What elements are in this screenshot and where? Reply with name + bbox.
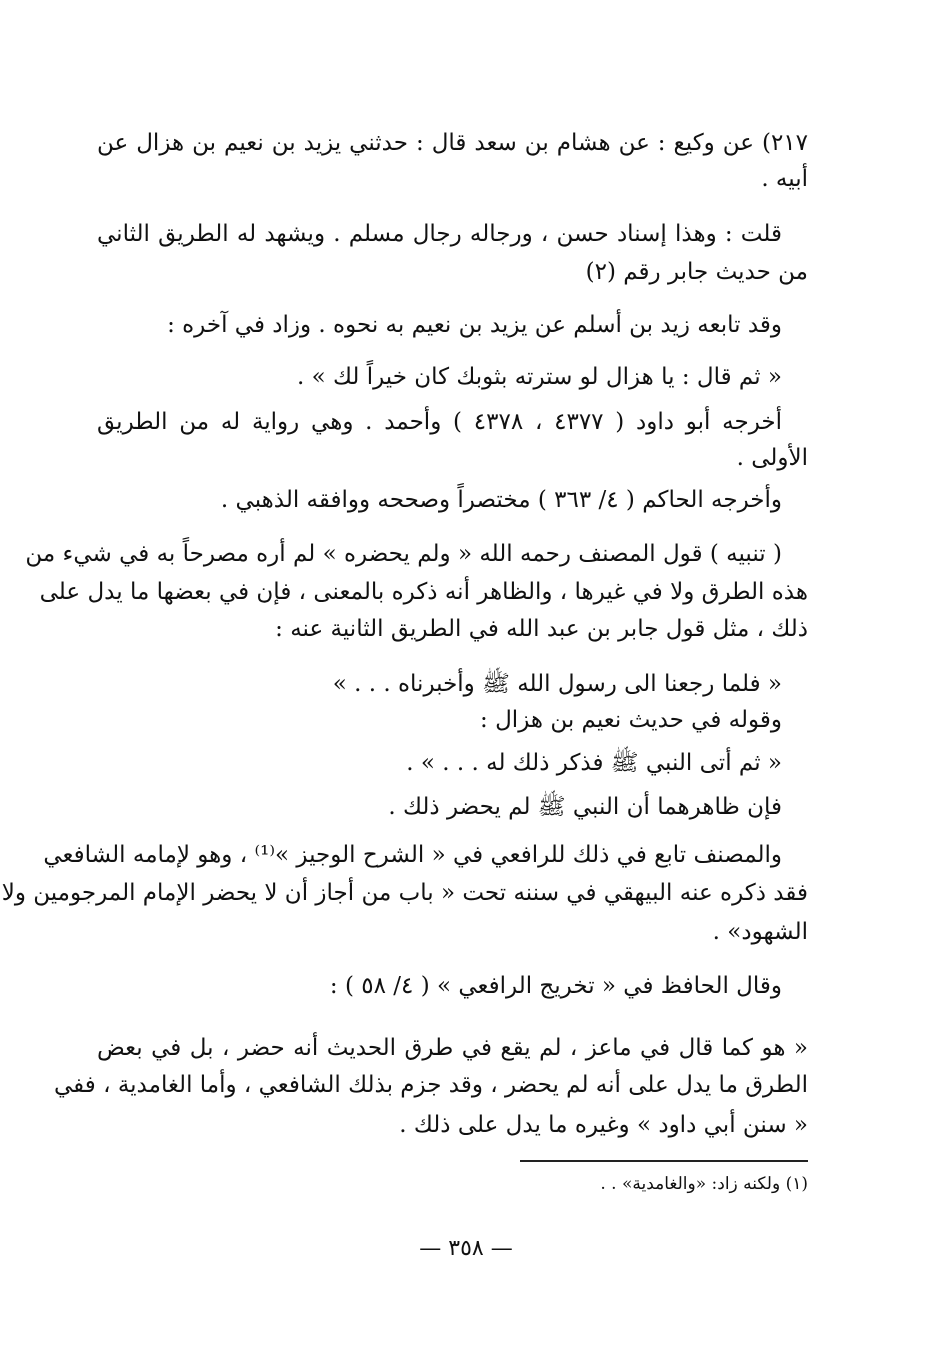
text-line: وقال الحافظ في « تخريج الرافعي » ( ٤/ ٥٨ ) : [329, 973, 782, 999]
text-line: « ثم أتى النبي ﷺ فذكر ذلك له . . . » . [406, 750, 782, 776]
text-line: « هو كما قال في ماعز ، لم يقع في طرق الحديث أنه حضر ، بل في بعض [97, 1035, 808, 1061]
text-line: والمصنف تابع في ذلك للرافعي في « الشرح الوجيز »⁽¹⁾ ، وهو لإمامه الشافعي [43, 842, 782, 868]
text-line: أبيه . [761, 166, 808, 192]
text-line: « سنن أبي داود » وغيره ما يدل على ذلك . [399, 1112, 808, 1138]
text-line: الشهود» . [712, 919, 808, 945]
text-line: ٢١٧) عن وكيع : عن هشام بن سعد قال : حدثني يزيد بن نعيم بن هزال عن [97, 130, 808, 156]
text-line: « ثم قال : يا هزال لو سترته بثوبك كان خيراً لك » . [296, 364, 782, 390]
page-number: — ٣٥٨ — [419, 1236, 513, 1261]
text-line: أخرجه أبو داود ( ٤٣٧٧ ، ٤٣٧٨ ) وأحمد . وهي رواية له من الطريق [97, 409, 782, 435]
text-line: وقد تابعه زيد بن أسلم عن يزيد بن نعيم به نحوه . وزاد في آخره : [167, 312, 782, 338]
text-line: وأخرجه الحاكم ( ٤/ ٣٦٣ ) مختصراً وصححه ووافقه الذهبي . [220, 487, 782, 513]
text-line: من حديث جابر رقم (٢) [585, 259, 808, 285]
footnote-divider [520, 1160, 808, 1162]
text-line: الطرق ما يدل على أنه لم يحضر ، وقد جزم بذلك الشافعي ، وأما الغامدية ، ففي [53, 1072, 808, 1098]
text-line: هذه الطرق ولا في غيرها ، والظاهر أنه ذكره بالمعنى ، فإن في بعضها ما يدل على [39, 579, 808, 605]
text-line: ذلك ، مثل قول جابر بن عبد الله في الطريق الثانية عنه : [275, 616, 808, 642]
footnote: (١) ولكنه زاد: «والغامدية» . . [600, 1174, 808, 1194]
text-line: وقوله في حديث نعيم بن هزال : [480, 707, 782, 733]
text-line: ( تنبيه ) قول المصنف رحمه الله « ولم يحضره » لم أره مصرحاً به في شيء من [25, 541, 782, 567]
text-line: « فلما رجعنا الى رسول الله ﷺ وأخبرناه . . . » [332, 671, 782, 697]
text-line: فإن ظاهرهما أن النبي ﷺ لم يحضر ذلك . [388, 794, 782, 820]
text-line: الأولى . [736, 445, 808, 471]
text-line: قلت : وهذا إسناد حسن ، ورجاله رجال مسلم . ويشهد له الطريق الثاني [97, 221, 782, 247]
text-line: فقد ذكره عنه البيهقي في سننه تحت « باب من أجاز أن لا يحضر الإمام المرجومين ولا [1, 880, 808, 906]
